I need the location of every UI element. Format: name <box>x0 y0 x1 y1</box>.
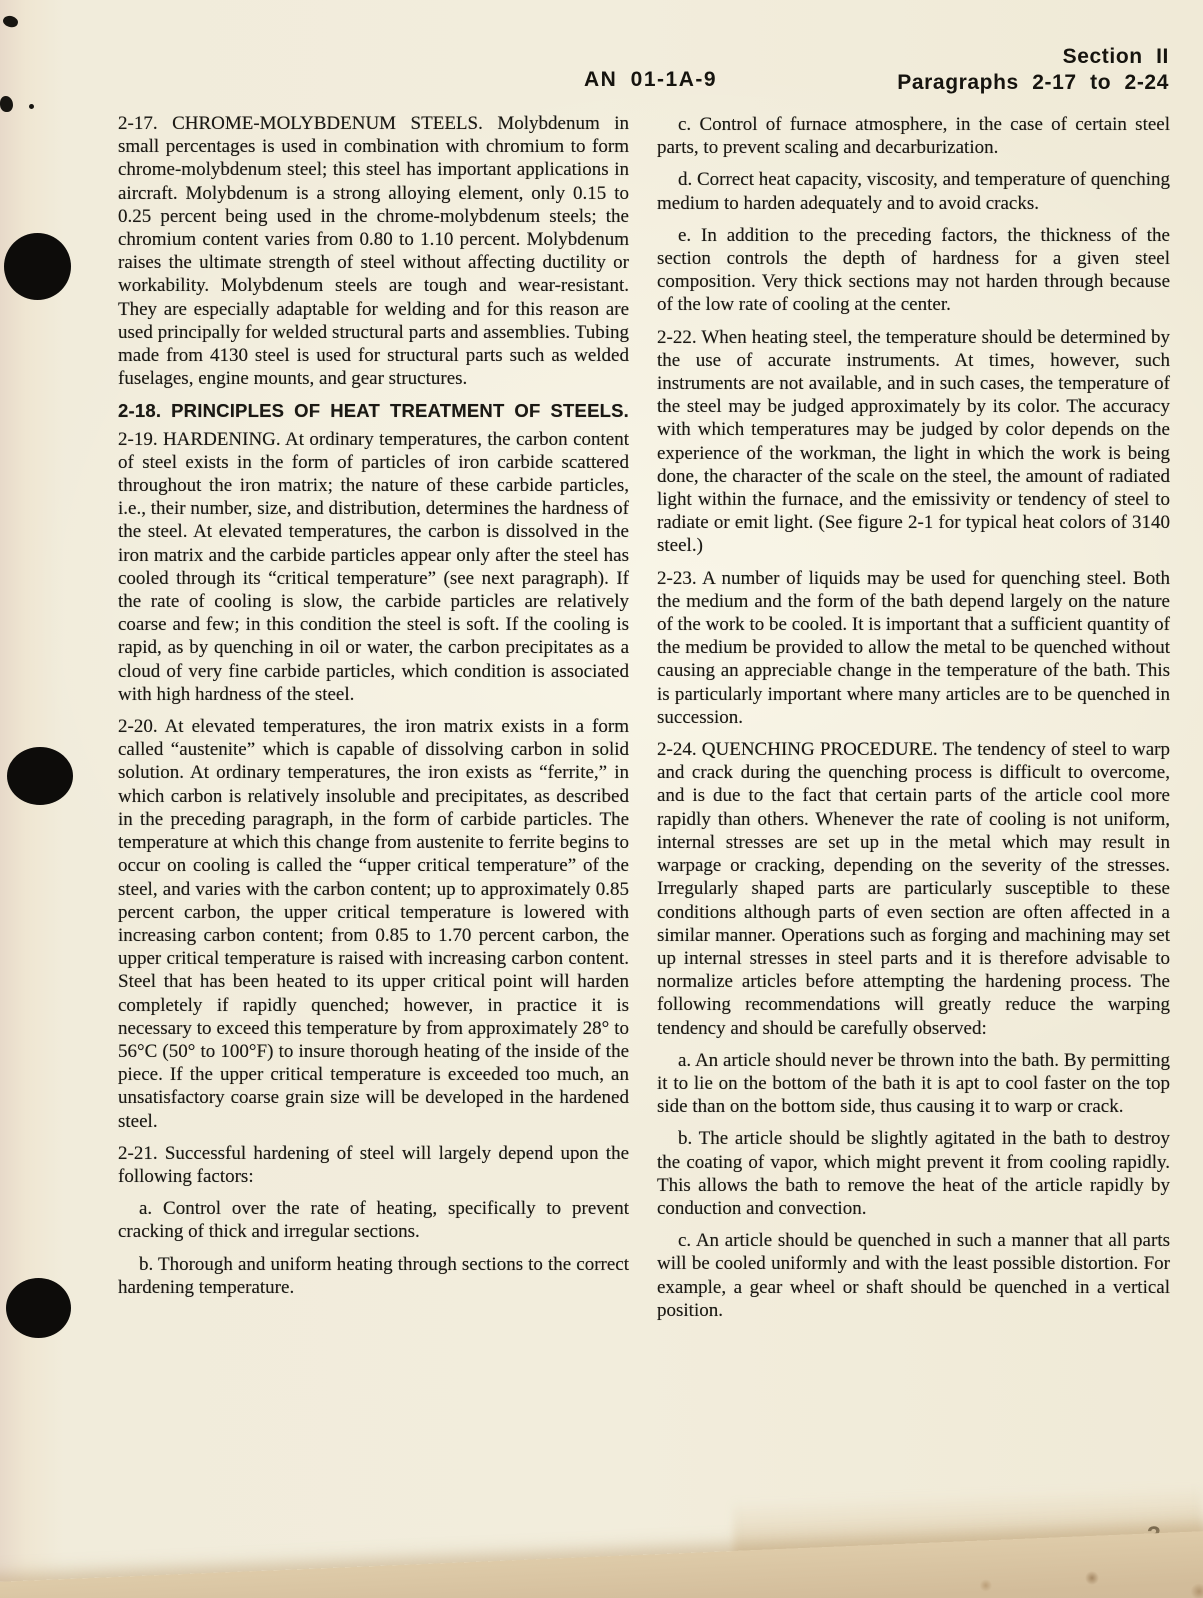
paragraph: d. Correct heat capacity, viscosity, and temperature of quenching medium to harden adequately and to avoid cracks. <box>657 169 1170 214</box>
paragraph: e. In addition to the preceding factors, the thickness of the section controls the depth of hardness for a given steel composition. Very thick sections may not harden through because of the low rate of cooling at the center. <box>657 224 1170 316</box>
header-right-block <box>897 44 1169 96</box>
right-column <box>657 113 1170 1331</box>
punch-hole <box>4 233 71 300</box>
punch-hole <box>6 1278 71 1338</box>
paragraph: 2-20. At elevated temperatures, the iron matrix exists in a form called “austenite” which is capable of dissolving carbon in solid solution. At ordinary temperatures, the iron exists as “ferrite,” in which carbon is relatively insoluble and precipitates, as described in the preceding paragraph, in the form of carbide particles. The temperature at which this change from austenite to ferrite begins to occur on cooling is called the “upper critical temperature” of the steel, and varies with the carbon content; up to approximately 0.85 percent carbon, the upper critical temperature is lowered with increasing carbon content; from 0.85 to 1.70 percent carbon, the upper critical temperature is raised with increasing carbon content. Steel that has been heated to its upper critical point will harden completely if rapidly quenched; however, in practice it is necessary to exceed this temperature by from approximately 28° to 56°C (50° to 100°F) to insure thorough heating of the inside of the piece. If the upper critical temperature is exceeded too much, an unsatisfactory coarse grain size will be developed in the hardened steel. <box>118 716 629 1132</box>
left-column <box>118 112 629 1308</box>
paragraph: c. An article should be quenched in such a manner that all parts will be cooled uniformly and with the least possible distortion. For example, a gear wheel or shaft should be quenched in a vertical position. <box>657 1230 1170 1321</box>
paragraph: a. Control over the rate of heating, specifically to prevent cracking of thick and irregular sections. <box>118 1198 629 1243</box>
paragraph: b. The article should be slightly agitated in the bath to destroy the coating of vapor, which might prevent it from cooling rapidly. This allows the bath to remove the heat of the article rapidly by conduction and convection. <box>657 1128 1170 1219</box>
punch-hole <box>7 747 73 805</box>
document-number: AN 01-1A-9 <box>584 68 718 91</box>
ink-speck <box>2 14 20 29</box>
paragraph: c. Control of furnace atmosphere, in the case of certain steel parts, to prevent scaling and decarburization. <box>657 114 1170 159</box>
paragraph: 2-21. Successful hardening of steel will largely depend upon the following factors: <box>118 1142 629 1187</box>
paragraph: 2-23. A number of liquids may be used for quenching steel. Both the medium and the form of the bath depend largely on the nature of the work to be cooled. It is important that a sufficient quantity of the medium be provided to allow the metal to be quenched without causing an appreciable change in the temperature of the bath. This is particularly important where many articles are to be quenched in succession. <box>657 567 1170 728</box>
paragraph: 2-19. HARDENING. At ordinary temperatures, the carbon content of steel exists in the form of particles of iron carbide scattered throughout the iron matrix; the nature of these carbide particles, i.e., their number, size, and distribution, determines the hardness of the steel. At elevated temperatures, the carbon is dissolved in the iron matrix and the carbide particles appear only after the steel has cooled through its “critical temperature” (see next paragraph). If the rate of cooling is slow, the carbide particles are relatively coarse and few; in this condition the steel is soft. If the cooling is rapid, as by quenching in oil or water, the carbon precipitates as a cloud of very fine carbide particles, which condition is associated with high hardness of the steel. <box>118 428 629 705</box>
paragraph: b. Thorough and uniform heating through sections to the correct hardening temperature. <box>118 1253 629 1298</box>
paragraph-range: Paragraphs 2-17 to 2-24 <box>897 71 1169 94</box>
section-label: Section II <box>1062 45 1169 68</box>
section-heading: 2-18. PRINCIPLES OF HEAT TREATMENT OF STEELS. <box>118 400 629 422</box>
paragraph: 2-24. QUENCHING PROCEDURE. The tendency of steel to warp and crack during the quenching process is difficult to overcome, and is due to the fact that certain parts of the article cool more rapidly than others. Whenever the rate of cooling is not uniform, internal stresses are set up in the metal which may result in warpage or cracking, depending on the severity of the stresses. Irregularly shaped parts are particularly susceptible to these conditions although parts of even section are often affected in a similar manner. Operations such as forging and machining may set up internal stresses in steel parts and it is therefore advisable to normalize articles before attempting the hardening process. The following recommendations will greatly reduce the warping tendency and should be carefully observed: <box>657 739 1170 1039</box>
ink-speck <box>29 104 34 109</box>
page-bottom-stain <box>0 1528 1203 1598</box>
paragraph: 2-22. When heating steel, the temperature should be determined by the use of accurate instruments. At times, however, such instruments are not available, and in such cases, the temperature of the steel may be judged approximately by its color. The accuracy with which temperatures may be judged by color depends on the experience of the workman, the light in which the work is being done, the character of the scale on the steel, the amount of radiated light within the furnace, and the emissivity or tendency of steel to radiate or emit light. (See figure 2-1 for typical heat colors of 3140 steel.) <box>657 326 1170 557</box>
paragraph: 2-17. CHROME-MOLYBDENUM STEELS. Molybdenum in small percentages is used in combination with chromium to form chrome-molybdenum steel; this steel has important applications in aircraft. Molybdenum is a strong alloying element, only 0.15 to 0.25 percent being used in the chrome-molybdenum steels; the chromium content varies from 0.80 to 1.10 percent. Molybdenum raises the ultimate strength of steel without affecting ductility or workability. Molybdenum steels are tough and wear-resistant. They are especially adaptable for welding and for this reason are used principally for welded structural parts and assemblies. Tubing made from 4130 steel is used for structural parts such as welded fuselages, engine mounts, and gear structures. <box>118 113 629 390</box>
paragraph: a. An article should never be thrown into the bath. By permitting it to lie on the bottom of the bath it is apt to cool faster on the top side than on the bottom side, thus causing it to warp or crack. <box>657 1049 1170 1118</box>
ink-speck <box>0 96 13 112</box>
